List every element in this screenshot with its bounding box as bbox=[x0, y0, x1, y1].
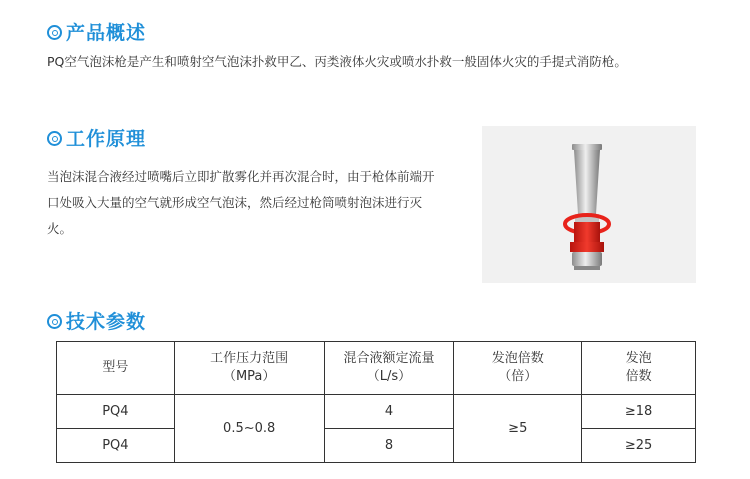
header-foam-ratio-2: 发泡 倍数 bbox=[582, 342, 696, 395]
table-row bbox=[57, 429, 696, 463]
overview-title: 产品概述 bbox=[66, 22, 147, 44]
cell-foam-ratio-2: ≥18 bbox=[582, 395, 696, 429]
cell-flow: 8 bbox=[324, 429, 454, 463]
overview-heading bbox=[47, 18, 146, 45]
specs-heading bbox=[47, 307, 146, 334]
circle-bullet-icon bbox=[47, 314, 62, 329]
header-model: 型号 bbox=[57, 342, 175, 395]
table-header-row bbox=[57, 342, 696, 395]
cell-flow: 4 bbox=[324, 395, 454, 429]
spec-table bbox=[56, 341, 696, 463]
cell-foam-ratio-2: ≥25 bbox=[582, 429, 696, 463]
circle-bullet-icon bbox=[47, 25, 62, 40]
cell-model: PQ4 bbox=[57, 429, 175, 463]
cell-pressure: 0.5~0.8 bbox=[174, 395, 324, 463]
principle-title: 工作原理 bbox=[66, 128, 147, 150]
product-image bbox=[482, 126, 696, 283]
cell-foam-ratio: ≥5 bbox=[454, 395, 582, 463]
principle-text: 当泡沫混合液经过喷嘴后立即扩散雾化并再次混合时，由于枪体前端开口处吸入大量的空气就形成空气泡沫，然后经过枪筒喷射泡沫进行灭火。 bbox=[47, 169, 435, 236]
header-flow: 混合液额定流量 （L/s） bbox=[324, 342, 454, 395]
header-pressure: 工作压力范围 （MPa） bbox=[174, 342, 324, 395]
specs-title: 技术参数 bbox=[66, 311, 147, 333]
cell-model: PQ4 bbox=[57, 395, 175, 429]
foam-gun-illustration bbox=[482, 126, 696, 283]
overview-text: PQ空气泡沫枪是产生和喷射空气泡沫扑救甲乙、丙类液体火灾或喷水扑救一般固体火灾的手提式消防枪。 bbox=[47, 54, 627, 69]
circle-bullet-icon bbox=[47, 131, 62, 146]
table-row bbox=[57, 395, 696, 429]
header-foam-ratio: 发泡倍数 （倍） bbox=[454, 342, 582, 395]
principle-heading bbox=[47, 124, 146, 151]
